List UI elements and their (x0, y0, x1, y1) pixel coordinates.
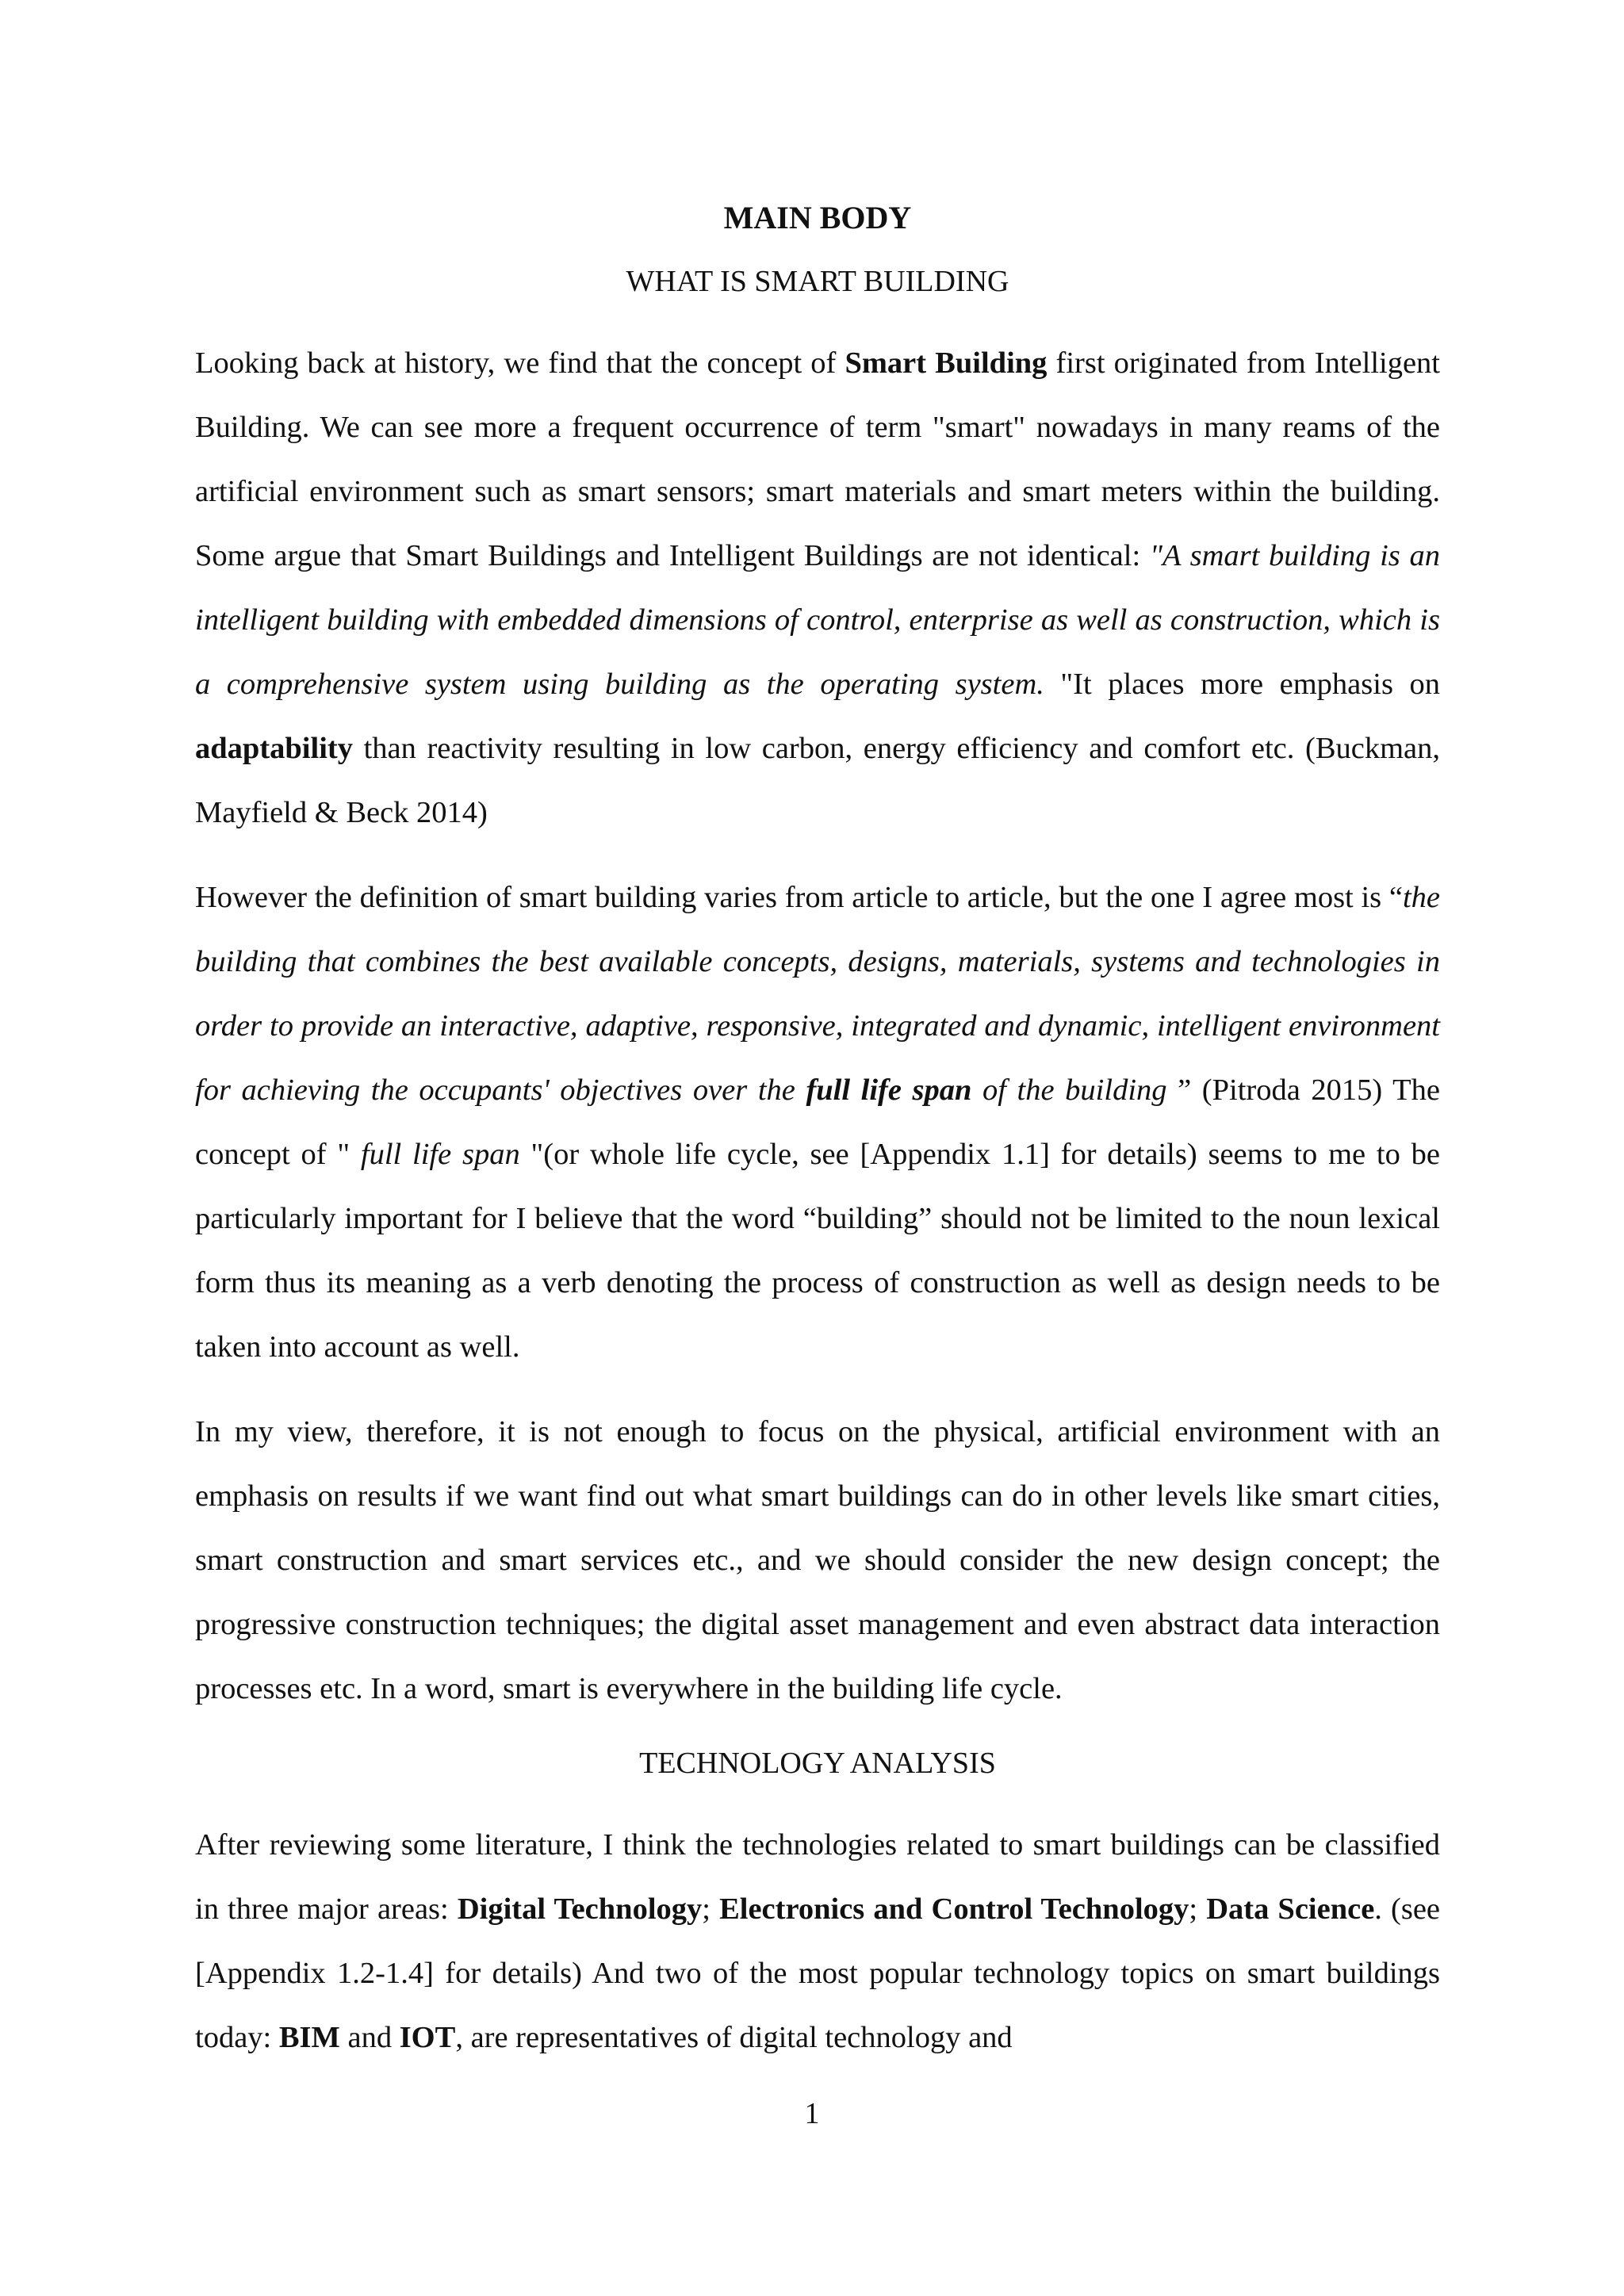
bold-term-data-science: Data Science (1206, 1892, 1375, 1926)
paragraph-definition-full-life-span (195, 866, 1440, 1380)
text-run: ” (Pitroda 2015) The concept of " (195, 1073, 1440, 1171)
document-page (195, 190, 1440, 2091)
text-run: "(or whole life cycle, see [Appendix 1.1] for details) seems to me to be particularly important for I believe that the word “building” should not be limited to the noun lexical form thus its meaning as a verb denoting the process of construction as well as design needs to be taken into account as well. (195, 1138, 1441, 1364)
text-run: ; (702, 1892, 720, 1926)
italic-term-full-life-span: full life span (360, 1138, 520, 1171)
paragraph-technology-areas (195, 1813, 1440, 2070)
bold-italic-text: full life span (806, 1073, 972, 1107)
italic-quote-pitroda: the building that combines the best available concepts, designs, materials, systems and technologies in order to provide an interactive, adaptive, responsive, integrated and dynamic, intelligent environment for achieving the occupants' objectives over the (195, 881, 1440, 1107)
text-run: . (see [Appendix 1.2-1.4] for details) And two of the most popular technology topics on smart buildings today: (195, 1892, 1440, 2054)
text-run: However the definition of smart building varies from article to article, but the one I agree most is “ (195, 881, 1403, 914)
italic-quote-definition: "A smart building is an intelligent building with embedded dimensions of control, enterprise as well as construction, which is a comprehensive system using building as the operating system. (195, 539, 1440, 701)
text-run: than reactivity resulting in low carbon, energy efficiency and comfort etc. (Buckman, Mayfield & Beck 2014) (195, 732, 1440, 829)
bold-term-electronics-control: Electronics and Control Technology (719, 1892, 1189, 1926)
main-heading: MAIN BODY (723, 200, 912, 235)
text-run: After reviewing some literature, I think the technologies related to smart buildings can be classified in three major areas: (195, 1828, 1440, 1926)
text-run: and (339, 2021, 400, 2054)
bold-term-digital-technology: Digital Technology (457, 1892, 703, 1926)
section-heading-smart-building: WHAT IS SMART BUILDING (626, 265, 1009, 298)
text-run: , are representatives of digital technology and (455, 2021, 1013, 2054)
paragraph-smart-building-origin (195, 331, 1440, 845)
bold-italic-full-life-span (806, 1073, 971, 1107)
text-run: "It places more emphasis on (1044, 668, 1440, 701)
bold-term-adaptability: adaptability (195, 732, 353, 765)
paragraph-smart-everywhere: In my view, therefore, it is not enough to focus on the physical, artificial environment with an emphasis on results if we want find out what smart buildings can do in other levels like smart cities, smart construction and smart services etc., and we should consider the new design concept; the progressive construction techniques; the digital asset management and even abstract data interaction processes etc. In a word, smart is everywhere in the building life cycle. (195, 1415, 1440, 1705)
text-run: Looking back at history, we find that the concept of (195, 346, 845, 380)
bold-term-smart-building: Smart Building (845, 346, 1048, 380)
section-heading-technology-analysis: TECHNOLOGY ANALYSIS (639, 1747, 996, 1780)
italic-text-run: of the building (971, 1073, 1167, 1107)
bold-term-iot: IOT (399, 2021, 456, 2054)
page-number: 1 (804, 2097, 820, 2130)
bold-term-bim: BIM (278, 2021, 340, 2054)
text-run: first originated from Intelligent Building. We can see more a frequent occurrence of term "smart" nowadays in many reams of the artificial environment such as smart sensors; smart materials and smart meters within the building. Some argue that Smart Buildings and Intelligent Buildings are not identical: (195, 346, 1441, 572)
text-run: ; (1189, 1892, 1207, 1926)
